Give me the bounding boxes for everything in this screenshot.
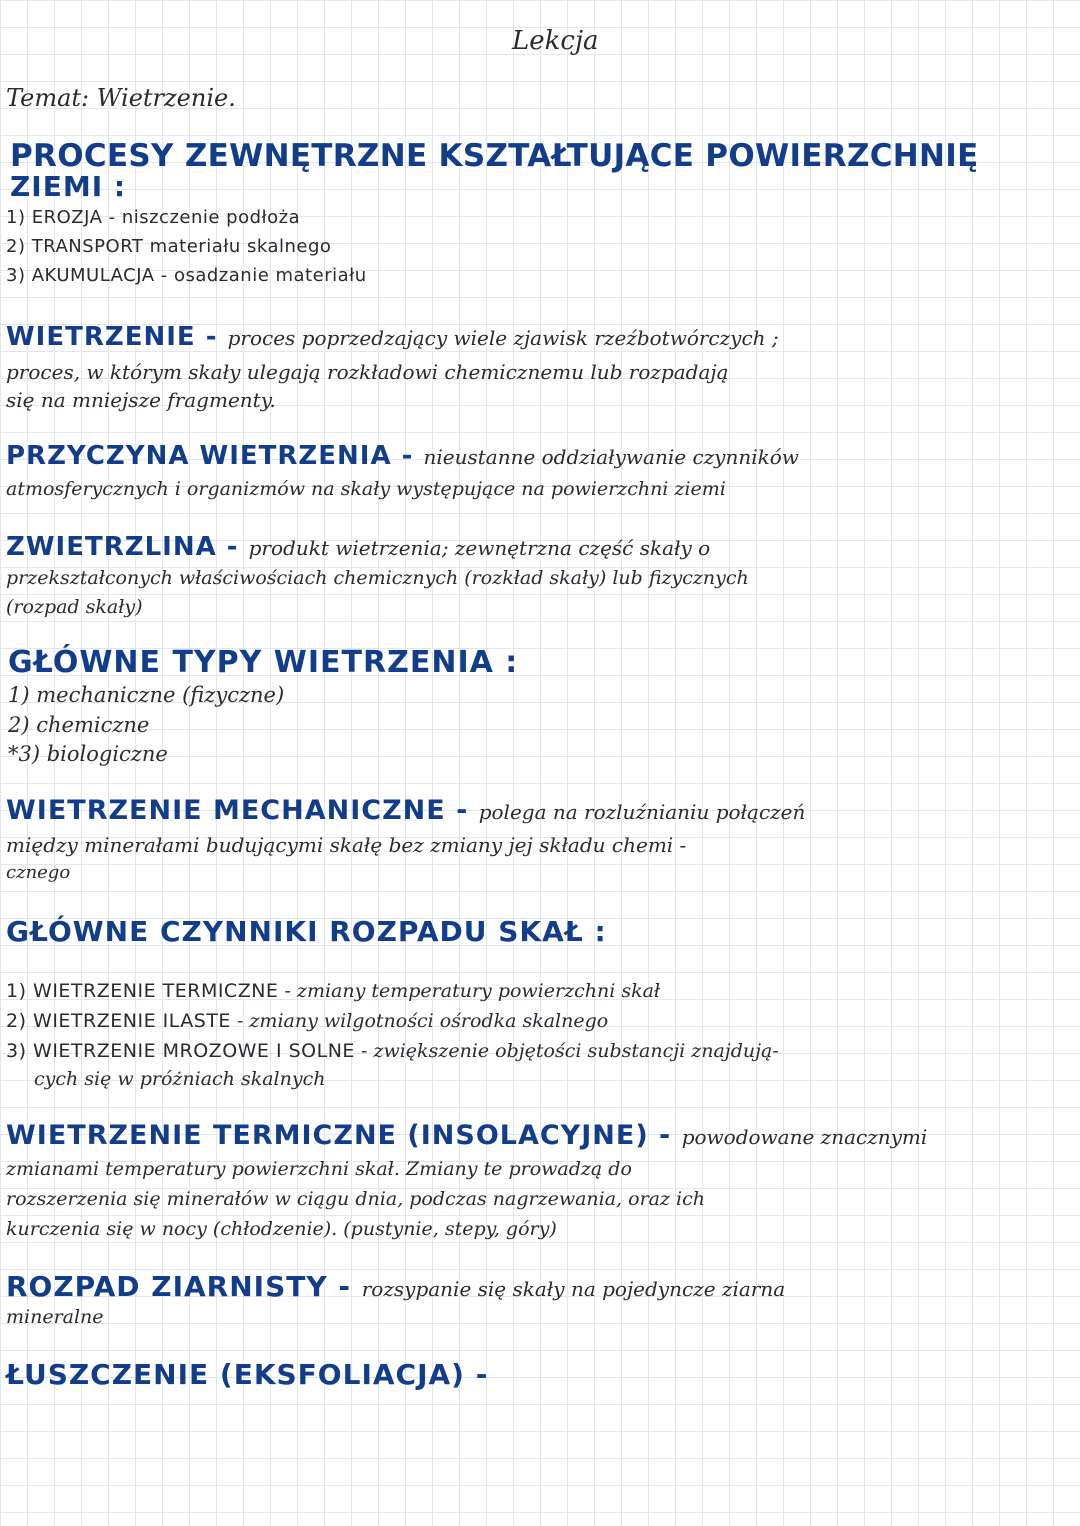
- thermal-term: [6, 1120, 927, 1151]
- exfoliation-term: ŁUSZCZENIE (EKSFOLIACJA) -: [6, 1358, 489, 1391]
- mechanical-def-line1: polega na rozluźnianiu połączeń: [478, 800, 806, 824]
- type-item-chemical: 2) chemiczne: [8, 713, 150, 737]
- thermal-def-line1: powodowane znacznymi: [681, 1125, 928, 1149]
- cause-term: [6, 441, 799, 471]
- granular-def-line2: mineralne: [6, 1306, 104, 1328]
- processes-heading: PROCESY ZEWNĘTRZNE KSZTAŁTUJĄCE POWIERZCHNIĘ: [10, 138, 979, 174]
- thermal-term-label: WIETRZENIE TERMICZNE (INSOLACYJNE) -: [6, 1120, 672, 1151]
- factor-item-thermal-label: 1) WIETRZENIE TERMICZNE: [6, 980, 279, 1002]
- factor-item-thermal: [6, 980, 660, 1002]
- process-item-accumulation: 3) AKUMULACJA - osadzanie materiału: [6, 265, 367, 286]
- regolith-def-line1: produkt wietrzenia; zewnętrzna część skały o: [248, 536, 711, 560]
- factor-item-clay-text: - zmiany wilgotności ośrodka skalnego: [230, 1010, 609, 1032]
- granular-term-label: ROZPAD ZIARNISTY -: [6, 1270, 351, 1303]
- process-item-transport: 2) TRANSPORT materiału skalnego: [6, 236, 332, 257]
- mechanical-def-line3: cznego: [6, 862, 71, 883]
- mechanical-term: [6, 795, 805, 826]
- weathering-def-line1: proces poprzedzający wiele zjawisk rzeźbotwórczych ;: [227, 326, 779, 350]
- factor-item-clay: [6, 1010, 608, 1032]
- factor-item-frost-salt-cont: cych się w próżniach skalnych: [34, 1068, 326, 1090]
- weathering-def-line3: się na mniejsze fragmenty.: [6, 388, 276, 412]
- topic-line: Temat: Wietrzenie.: [6, 84, 236, 112]
- weathering-term: [6, 322, 779, 352]
- processes-heading-cont: ZIEMI :: [10, 170, 127, 203]
- granular-term: [6, 1270, 785, 1303]
- factor-item-frost-salt-text: - zwiększenie objętości substancji znajdują-: [354, 1040, 779, 1062]
- type-item-biological: *3) biologiczne: [8, 742, 168, 766]
- mechanical-def-line2: między minerałami budującymi skałę bez zmiany jej składu chemi -: [6, 833, 687, 857]
- regolith-term-label: ZWIETRZLINA -: [6, 532, 239, 562]
- factor-item-frost-salt: [6, 1040, 779, 1062]
- cause-def-line1: nieustanne oddziaływanie czynników: [423, 445, 799, 469]
- factor-item-frost-salt-label: 3) WIETRZENIE MROZOWE I SOLNE: [6, 1040, 355, 1062]
- types-heading: GŁÓWNE TYPY WIETRZENIA :: [8, 645, 519, 680]
- thermal-def-line2: zmianami temperatury powierzchni skał. Zmiany te prowadzą do: [6, 1158, 632, 1180]
- regolith-def-line2: przekształconych właściwościach chemicznych (rozkład skały) lub fizycznych: [6, 567, 749, 589]
- factors-heading: GŁÓWNE CZYNNIKI ROZPADU SKAŁ :: [6, 915, 607, 948]
- mechanical-term-label: WIETRZENIE MECHANICZNE -: [6, 795, 469, 826]
- cause-term-label: PRZYCZYNA WIETRZENIA -: [6, 441, 414, 471]
- granular-def-line1: rozsypanie się skały na pojedyncze ziarna: [361, 1277, 786, 1301]
- regolith-def-line3: (rozpad skały): [6, 596, 143, 618]
- weathering-def-line2: proces, w którym skały ulegają rozkładowi chemicznemu lub rozpadają: [6, 360, 729, 384]
- thermal-def-line3: rozszerzenia się minerałów w ciągu dnia, podczas nagrzewania, oraz ich: [6, 1188, 705, 1210]
- process-item-erosion: 1) EROZJA - niszczenie podłoża: [6, 207, 301, 228]
- thermal-def-line4: kurczenia się w nocy (chłodzenie). (pustynie, stepy, góry): [6, 1218, 557, 1240]
- factor-item-thermal-text: - zmiany temperatury powierzchni skał: [278, 980, 661, 1002]
- weathering-term-label: WIETRZENIE -: [6, 322, 218, 352]
- lesson-label: Lekcja: [512, 26, 599, 56]
- factor-item-clay-label: 2) WIETRZENIE ILASTE: [6, 1010, 231, 1032]
- type-item-mechanical: 1) mechaniczne (fizyczne): [8, 683, 285, 707]
- regolith-term: [6, 532, 710, 562]
- cause-def-line2: atmosferycznych i organizmów na skały występujące na powierzchni ziemi: [6, 478, 726, 500]
